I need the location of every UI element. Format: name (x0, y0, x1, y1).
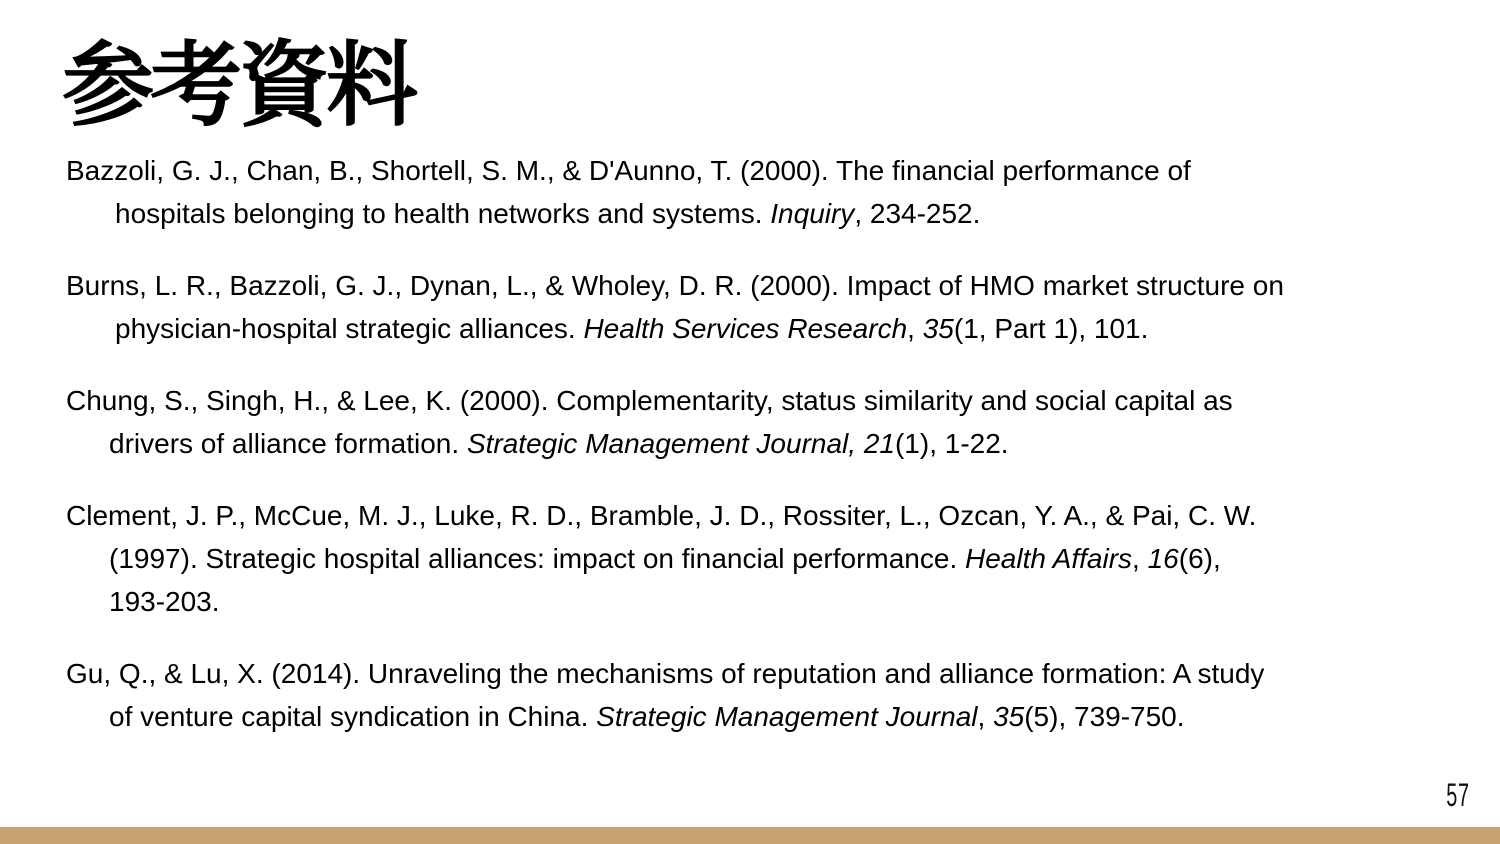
reference-segment: Burns, L. R., Bazzoli, G. J., Dynan, L., & Wholey, D. R. (2000). Impact of HMO market structure on (66, 270, 1284, 301)
reference-item (66, 652, 1466, 738)
reference-segment-italic: Strategic Management Journal, 21 (466, 428, 895, 459)
reference-segment: (1), 1-22. (894, 428, 1009, 459)
reference-segment-italic: 35 (993, 701, 1025, 732)
reference-segment-italic: 35 (922, 313, 954, 344)
reference-segment: 193-203. (109, 586, 220, 617)
reference-segment-italic: Strategic Management Journal (596, 701, 978, 732)
reference-segment: , 234-252. (854, 198, 981, 229)
reference-segment-italic: Health Affairs (965, 543, 1133, 574)
reference-segment: (1997). Strategic hospital alliances: impact on financial performance. (109, 543, 965, 574)
reference-segment: Chung, S., Singh, H., & Lee, K. (2000). Complementarity, status similarity and social capital as (66, 385, 1233, 416)
reference-segment: Bazzoli, G. J., Chan, B., Shortell, S. M., & D'Aunno, T. (2000). The financial performance of (66, 155, 1191, 186)
reference-line (66, 652, 1466, 695)
reference-segment: physician-hospital strategic alliances. (115, 313, 584, 344)
reference-segment: (5), 739-750. (1024, 701, 1185, 732)
footer-accent-bar (0, 827, 1500, 844)
reference-segment: (6), (1178, 543, 1221, 574)
reference-line (66, 307, 1466, 350)
reference-segment: of venture capital syndication in China. (109, 701, 597, 732)
reference-line (66, 422, 1466, 465)
reference-segment: drivers of alliance formation. (109, 428, 467, 459)
reference-segment-italic: Health Services Research (583, 313, 908, 344)
reference-line (66, 580, 1466, 623)
reference-line (66, 537, 1466, 580)
reference-segment: Clement, J. P., McCue, M. J., Luke, R. D., Bramble, J. D., Rossiter, L., Ozcan, Y. A., & Pai, C. W. (66, 500, 1257, 531)
reference-item (66, 149, 1466, 235)
reference-segment: , (907, 313, 923, 344)
reference-line (66, 264, 1466, 307)
reference-segment: , (977, 701, 994, 732)
reference-segment: (1, Part 1), 101. (953, 313, 1149, 344)
reference-line (66, 695, 1466, 738)
references-list (66, 149, 1466, 767)
reference-line (66, 192, 1466, 235)
reference-item (66, 264, 1466, 350)
reference-line (66, 379, 1466, 422)
reference-segment: Gu, Q., & Lu, X. (2014). Unraveling the mechanisms of reputation and alliance formation: A study (66, 658, 1265, 689)
reference-line (66, 494, 1466, 537)
reference-item (66, 379, 1466, 465)
reference-segment: hospitals belonging to health networks and systems. (115, 198, 771, 229)
reference-segment: , (1132, 543, 1148, 574)
page-number: 57 (1446, 777, 1470, 813)
reference-item (66, 494, 1466, 623)
reference-segment-italic: Inquiry (770, 198, 855, 229)
reference-line (66, 149, 1466, 192)
slide-title: 参考資料 (62, 35, 415, 137)
reference-segment-italic: 16 (1147, 543, 1179, 574)
